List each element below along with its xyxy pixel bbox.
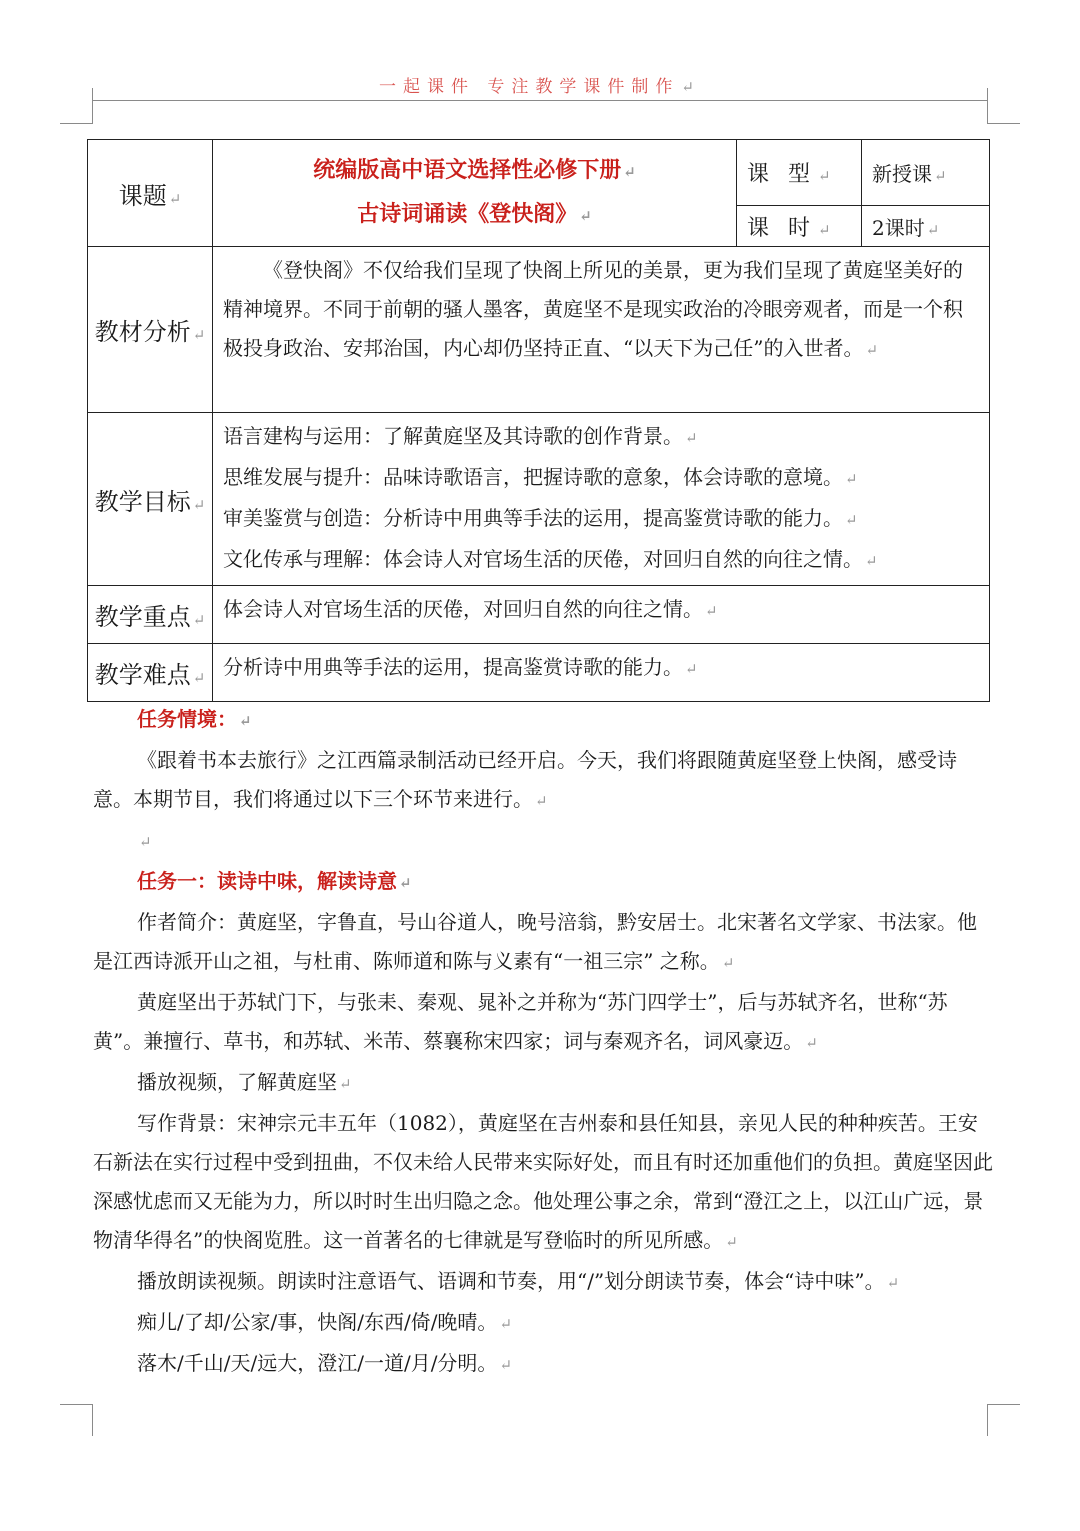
key-point-label-cell: 教学重点 ↵ [88,586,213,644]
lesson-title-line2: 古诗词诵读《登快阁》 [357,201,578,227]
hours-label: 课 时 [747,215,816,241]
body-text [93,700,993,1385]
lesson-plan-table [87,139,990,702]
crop-mark [987,1404,988,1436]
author-intro-paragraph: 作者简介：黄庭坚，字鲁直，号山谷道人，晚号涪翁，黔安居士。北宋著名文学家、书法家。他是江西诗派开山之祖，与杜甫、陈师道和陈与义素有“一祖三宗” 之称。 ↵ [93,910,977,973]
lesson-title-cell: 统编版高中语文选择性必修下册 ↵ 古诗词诵读《登快阁》 ↵ [213,140,737,247]
key-point-text: 体会诗人对官场生活的厌倦，对回归自然的向往之情。 [223,597,703,621]
video1-paragraph: 播放视频，了解黄庭坚 ↵ [137,1070,352,1094]
type-label: 课 型 [747,162,816,187]
difficulty-label: 教学难点 [94,661,191,689]
analysis-text-cell: 《登快阁》不仅给我们呈现了快阁上所见的美景，更为我们呈现了黄庭坚美好的精神境界。不同于前朝的骚人墨客，黄庭坚不是现实政治的冷眼旁观者，而是一个积极投身政治、安邦治国，内心却仍坚持正直、“以天下为己任”的入世者。 ↵ [213,247,990,413]
difficulty-text: 分析诗中用典等手法的运用，提高鉴赏诗歌的能力。 [223,655,683,679]
crop-mark [92,88,93,124]
crop-mark [988,1404,1020,1405]
crop-mark [988,123,1020,124]
crop-mark [60,123,92,124]
difficulty-label-cell: 教学难点 ↵ [88,644,213,702]
situation-paragraph: 《跟着书本去旅行》之江西篇录制活动已经开启。今天，我们将跟随黄庭坚登上快阁，感受诗意。本期节目，我们将通过以下三个环节来进行。 ↵ [93,748,957,811]
blank-line: ↵ [139,833,152,851]
analysis-label: 教材分析 [94,318,191,346]
page-header: 一起课件 专注教学课件制作 ↵ [379,77,701,97]
analysis-text: 《登快阁》不仅给我们呈现了快阁上所见的美景，更为我们呈现了黄庭坚美好的精神境界。不同于前朝的骚人墨客，黄庭坚不是现实政治的冷眼旁观者，而是一个积极投身政治、安邦治国，内心却仍坚持正直、“以天下为己任”的入世者。 [223,258,963,360]
hours-value: 2课时 [872,215,925,240]
hours-value-cell: 2课时 ↵ [862,206,990,247]
lesson-title-line1: 统编版高中语文选择性必修下册 [313,157,622,183]
author-more-paragraph: 黄庭坚出于苏轼门下，与张耒、秦观、晁补之并称为“苏门四学士”，后与苏轼齐名，世称“苏黄”。兼擅行、草书，和苏轼、米芾、蔡襄称宋四家；词与秦观齐名，词风豪迈。 ↵ [93,990,948,1053]
crop-mark [92,1404,93,1436]
type-label-cell: 课 型 ↵ [737,140,862,206]
topic-label: 课题 [118,181,167,210]
background-paragraph: 写作背景：宋神宗元丰五年（1082），黄庭坚在吉州泰和县任知县，亲见人民的种种疾苦。王安石新法在实行过程中受到扭曲，不仅未给人民带来实际好处，而且有时还加重他们的负担。黄庭坚因此深感忧虑而又无能为力，所以时时生出归隐之念。他处理公事之余，常到“澄江之上，以江山广远，景物清华得名”的快阁览胜。这一首著名的七律就是写登临时的所见所感。 ↵ [93,1111,993,1252]
goals-cell: 语言建构与运用：了解黄庭坚及其诗歌的创作背景。 ↵ 思维发展与提升：品味诗歌语言，把握诗歌的意象，体会诗歌的意境。 ↵ 审美鉴赏与创造：分析诗中用典等手法的运用，提高鉴赏诗歌的能力。 ↵ 文化传承与理解：体会诗人对官场生活的厌倦，对回归自然的向往之情。 ↵ [213,413,990,586]
goals-label: 教学目标 [94,487,191,516]
goal-item: 审美鉴赏与创造：分析诗中用典等手法的运用，提高鉴赏诗歌的能力。 [223,506,843,530]
topic-label-cell: 课题 ↵ [88,140,213,247]
poem-line-2: 落木/千山/天/远大，澄江/一道/月/分明。 ↵ [137,1351,513,1375]
goal-item: 思维发展与提升：品味诗歌语言，把握诗歌的意象，体会诗歌的意境。 [223,465,843,489]
video2-paragraph: 播放朗读视频。朗读时注意语气、语调和节奏，用“/”划分朗读节奏，体会“诗中味”。 ↵ [137,1269,900,1293]
type-value-cell: 新授课 ↵ [862,140,990,206]
task1-heading: 任务一：读诗中味，解读诗意 ↵ [137,869,412,893]
key-point-label: 教学重点 [94,603,191,631]
hours-label-cell: 课 时 ↵ [737,206,862,247]
header-rule [92,100,988,101]
crop-mark [60,1404,92,1405]
analysis-label-cell: 教材分析 ↵ [88,247,213,413]
goal-item: 文化传承与理解：体会诗人对官场生活的厌倦，对回归自然的向往之情。 [223,547,863,571]
key-point-cell: 体会诗人对官场生活的厌倦，对回归自然的向往之情。 ↵ [213,586,990,644]
situation-heading: 任务情境： ↵ [137,707,252,731]
type-value: 新授课 [872,162,932,186]
header-text: 一起课件 专注教学课件制作 [379,77,680,97]
goal-item: 语言建构与运用：了解黄庭坚及其诗歌的创作背景。 [223,424,683,448]
poem-line-1: 痴儿/了却/公家/事，快阁/东西/倚/晚晴。 ↵ [137,1310,513,1334]
crop-mark [987,88,988,124]
difficulty-cell: 分析诗中用典等手法的运用，提高鉴赏诗歌的能力。 ↵ [213,644,990,702]
goals-label-cell: 教学目标 ↵ [88,413,213,586]
